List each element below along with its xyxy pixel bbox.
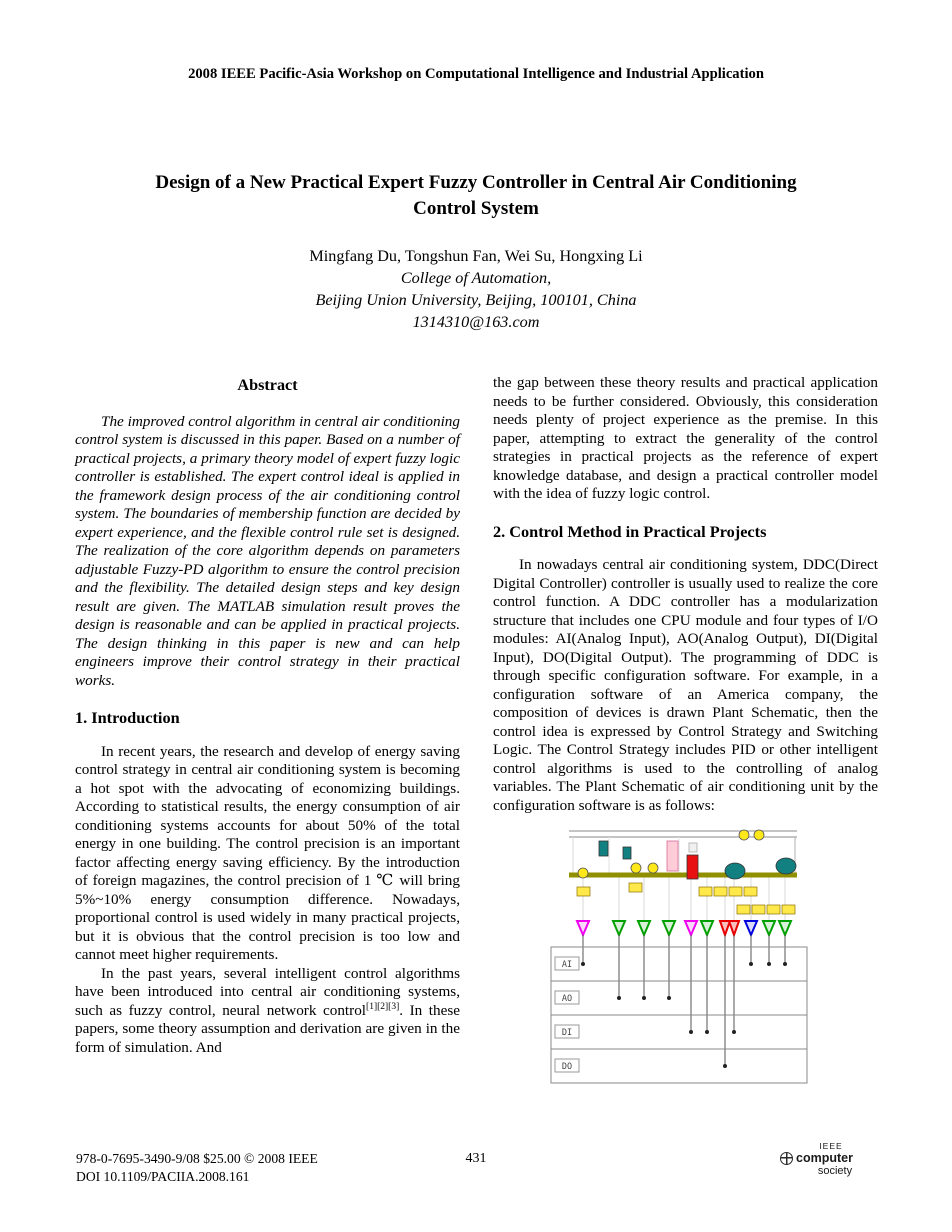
intro-paragraph-1: In recent years, the research and develop of energy saving control strategy in central air conditioning system is becoming a hot spot with the advocating of economizing buildings. According to statistical results, the energy consumption of air conditioning systems accounts for about 50% of the total energy in one building. The control precision is an important factor affecting energy saving efficiency. By the introduction of foreign magazines, the control precision of 1 ℃ will bring 5%~10% energy consumption difference. Nowadays, proportional control is used widely in many practical projects, but it is obvious that the control precision is too low and cannot meet higher requirements. — [75, 742, 460, 963]
point-label-boxes — [577, 883, 795, 914]
byline-block — [76, 245, 876, 333]
intro-paragraph-2 — [75, 965, 460, 1058]
section-heading-introduction: 1. Introduction — [75, 708, 180, 727]
damper-triangle-icons — [577, 921, 791, 935]
plant-schematic-figure — [539, 825, 878, 1093]
io-row-label-ai: AI — [561, 960, 573, 970]
conference-header: 2008 IEEE Pacific-Asia Workshop on Computational Intelligence and Industrial Application — [188, 66, 764, 82]
left-column — [75, 374, 460, 1057]
method-paragraph-1: In nowadays central air conditioning system, DDC(Direct Digital Controller) controller is usually used to realize the core control function. A DDC controller has a modularization structure that includes one CPU module and four types of I/O modules: AI(Analog Input), AO(Analog Output), DI(Digital Input), DO(Digital Output). The programming of DDC is through specific configuration software. For example, in a configuration software of an America company, the composition of devices is drawn Plant Schematic, then the control idea is expressed by Control Strategy and Switching Logic. The Control Strategy includes PID or other intelligent control algorithms is used to the controlling of analog variables. The Plant Schematic of air conditioning unit by the configuration software is as follows: — [493, 556, 878, 814]
footer-copyright: 978-0-7695-3490-9/08 $25.00 © 2008 IEEE — [76, 1151, 318, 1166]
author-email: 1314310@163.com — [412, 313, 540, 331]
affiliation-line2: Beijing Union University, Beijing, 100101, China — [315, 291, 637, 309]
io-row-label-di: DI — [561, 1028, 573, 1038]
footer-doi: DOI 10.1109/PACIIA.2008.161 — [76, 1168, 250, 1184]
section-heading-control-method: 2. Control Method in Practical Projects — [493, 521, 767, 541]
ieee-logo-line3: society — [817, 1165, 853, 1177]
paper-title: Design of a New Practical Expert Fuzzy Controller in Central Air Conditioning Control System — [155, 172, 797, 219]
io-table — [551, 947, 807, 1083]
continuation-paragraph: the gap between these theory results and practical application needs to be further considered. Obviously, this consideration needs plenty of project experience as the premise. In this paper, attempting to extract the generality of the control strategies in practical projects as the reference of expert knowledge database, and design a practical controller model with the idea of fuzzy logic control. — [493, 374, 878, 502]
right-column — [493, 374, 878, 1093]
ieee-logo-line2: computer — [796, 1151, 853, 1165]
ieee-globe-icon — [780, 1152, 793, 1165]
intro-paragraph-2-text: In the past years, several intelligent control algorithms have been introduced into central air conditioning systems, such as fuzzy control, neural network control — [75, 964, 460, 1019]
authors: Mingfang Du, Tongshun Fan, Wei Su, Hongxing Li — [309, 247, 643, 265]
io-row-label-ao: AO — [561, 994, 573, 1004]
ieee-logo-line1: IEEE — [819, 1141, 843, 1151]
two-column-body — [75, 374, 878, 1093]
citation-refs: [1][2][3] — [366, 1001, 400, 1012]
signal-lines — [581, 935, 787, 1068]
page-number: 431 — [465, 1151, 487, 1166]
abstract-heading: Abstract — [237, 376, 298, 394]
ieee-cs-logo — [780, 1141, 864, 1177]
plant-schematic-svg — [539, 825, 819, 1087]
affiliation-line1: College of Automation, — [400, 269, 552, 287]
abstract-body: The improved control algorithm in central air conditioning control system is discussed in this paper. Based on a number of practical projects, a primary theory model of expert fuzzy logic controller is established. The expert control ideal is applied in the framework design process of the air conditioning control system. The boundaries of membership function are decided by expert experience, and the flexible control rule set is designed. The realization of the core algorithm depends on parameters adjustable Fuzzy-PD algorithm to ensure the control precision and the flexibility. The detailed design steps and key design result are given. The MATLAB simulation result proves the design is reasonable and can be applied in practical projects. The design thinking in this paper is new and can help engineers improve their control strategy in their practical works. — [75, 412, 460, 689]
io-row-label-do: DO — [561, 1062, 573, 1072]
ieee-logo-line2-row — [780, 1151, 864, 1165]
intro-paragraph-2-tail: . In these papers, some theory assumption and derivation are given in the form of simulation. And — [75, 1001, 461, 1056]
